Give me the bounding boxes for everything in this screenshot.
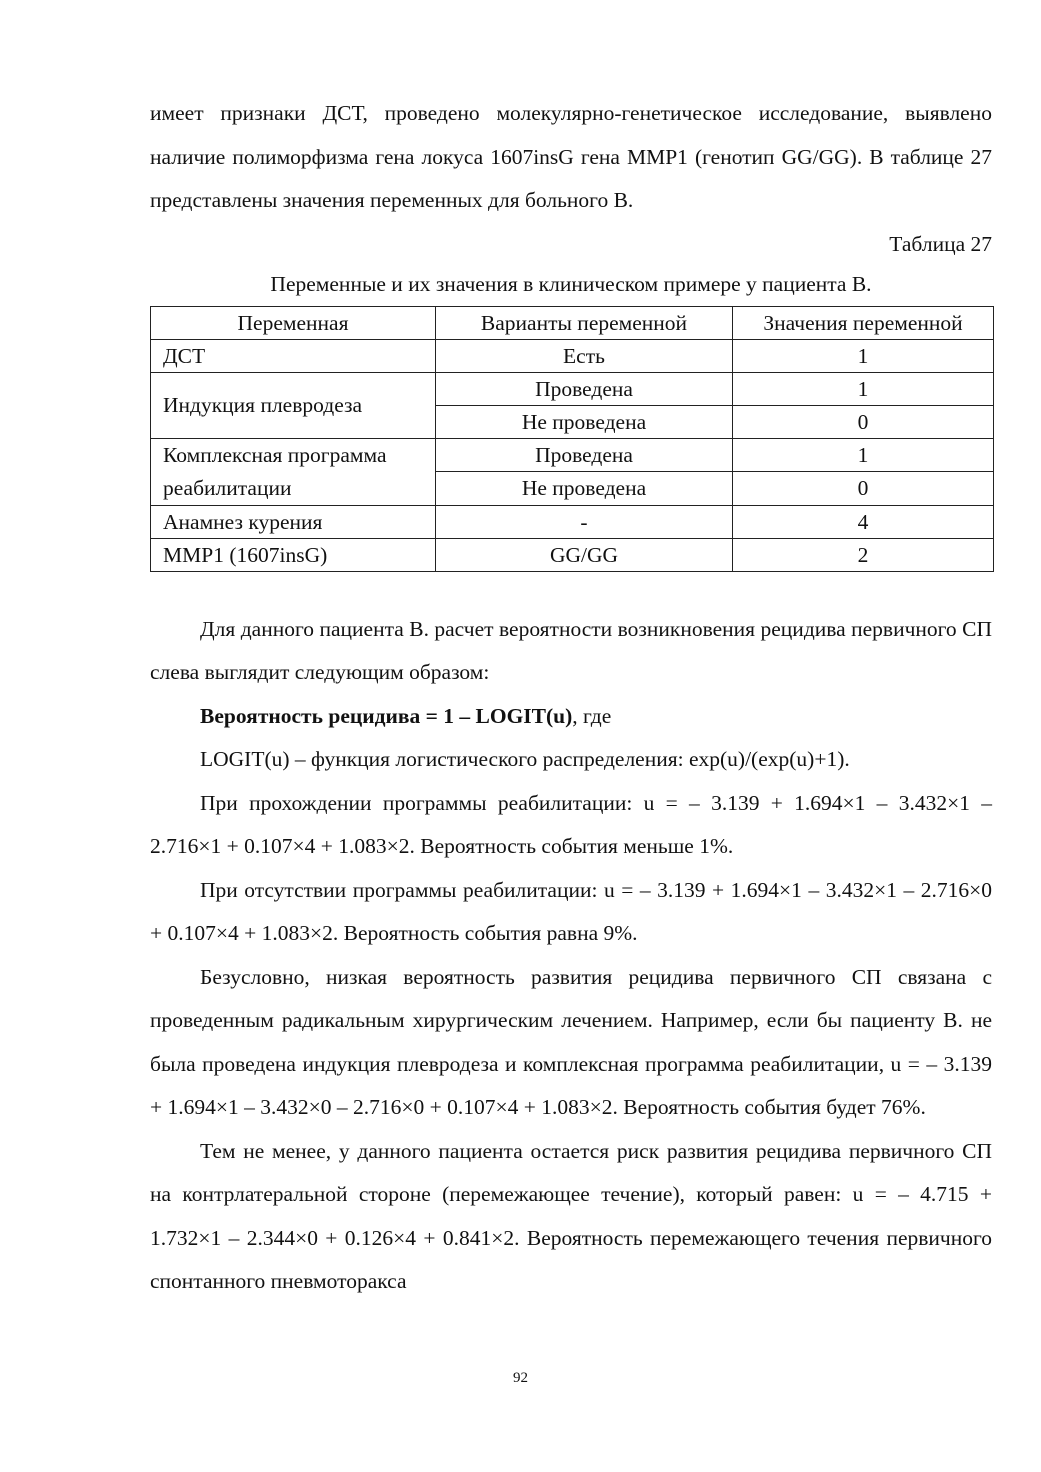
cell-value: 2 xyxy=(733,538,994,571)
paragraph-intro: имеет признаки ДСТ, проведено молекулярно-генетическое исследование, выявлено наличие полиморфизма гена локуса 1607insG гена MMP1 (генотип GG/GG). В таблице 27 представлены значения переменных для больного В. xyxy=(150,101,992,212)
formula-bold: Вероятность рецидива = 1 – LOGIT(u) xyxy=(200,703,573,728)
paragraph-without-rehab: При отсутствии программы реабилитации: u = – 3.139 + 1.694×1 – 3.432×1 – 2.716×0 + 0.107×4 + 1.083×2. Вероятность события равна 9%. xyxy=(150,877,992,945)
cell-value: 4 xyxy=(733,505,994,538)
document-page xyxy=(150,92,992,1304)
paragraph-with-rehab: При прохождении программы реабилитации: u = – 3.139 + 1.694×1 – 3.432×1 – 2.716×1 + 0.107×4 + 1.083×2. Вероятность события меньше 1%. xyxy=(150,790,992,858)
table-number: Таблица 27 xyxy=(889,231,992,256)
header-values: Значения переменной xyxy=(733,306,994,339)
cell-variable: ДСТ xyxy=(151,339,436,372)
paragraph-contralateral: Тем не менее, у данного пациента остается риск развития рецидива первичного СП на контрлатеральной стороне (перемежающее течение), который равен: u = – 4.715 + 1.732×1 – 2.344×0 + 0.126×4 + 0.841×2. Вероятность перемежающего течения первичного спонтанного пневмоторакса xyxy=(150,1138,992,1293)
cell-value: 1 xyxy=(733,438,994,472)
paragraph-surgical: Безусловно, низкая вероятность развития рецидива первичного СП связана с проведенным радикальным хирургическим лечением. Например, если бы пациенту В. не была проведена индукция плевродеза и комплексная программа реабилитации, u = – 3.139 + 1.694×1 – 3.432×0 – 2.716×0 + 0.107×4 + 1.083×2. Вероятность события будет 76%. xyxy=(150,964,992,1119)
formula-tail: , где xyxy=(572,703,612,728)
cell-value: 0 xyxy=(733,472,994,506)
table-row xyxy=(151,438,994,472)
cell-variable: Анамнез курения xyxy=(151,505,436,538)
table-row xyxy=(151,538,994,571)
cell-option: Проведена xyxy=(436,438,733,472)
cell-option: - xyxy=(436,505,733,538)
cell-value: 1 xyxy=(733,339,994,372)
table-row xyxy=(151,372,994,405)
cell-option: GG/GG xyxy=(436,538,733,571)
paragraph-formula xyxy=(150,695,992,739)
cell-variable: MMP1 (1607insG) xyxy=(151,538,436,571)
cell-variable: Индукция плевродеза xyxy=(151,372,436,438)
cell-value: 0 xyxy=(733,405,994,438)
table-header-row xyxy=(151,306,994,339)
header-options: Варианты переменной xyxy=(436,306,733,339)
variables-table xyxy=(150,306,994,572)
cell-option: Не проведена xyxy=(436,472,733,506)
cell-option: Не проведена xyxy=(436,405,733,438)
table-row xyxy=(151,339,994,372)
cell-variable: Комплексная программа реабилитации xyxy=(151,438,436,505)
paragraph-logit: LOGIT(u) – функция логистического распределения: exp(u)/(exp(u)+1). xyxy=(200,747,850,771)
header-variable: Переменная xyxy=(151,306,436,339)
table-row xyxy=(151,505,994,538)
paragraph-calculation-intro: Для данного пациента В. расчет вероятности возникновения рецидива первичного СП слева выглядит следующим образом: xyxy=(150,616,992,684)
page-number: 92 xyxy=(513,1370,528,1386)
cell-option: Есть xyxy=(436,339,733,372)
cell-value: 1 xyxy=(733,372,994,405)
table-caption: Переменные и их значения в клиническом примере у пациента В. xyxy=(270,271,872,296)
cell-option: Проведена xyxy=(436,372,733,405)
